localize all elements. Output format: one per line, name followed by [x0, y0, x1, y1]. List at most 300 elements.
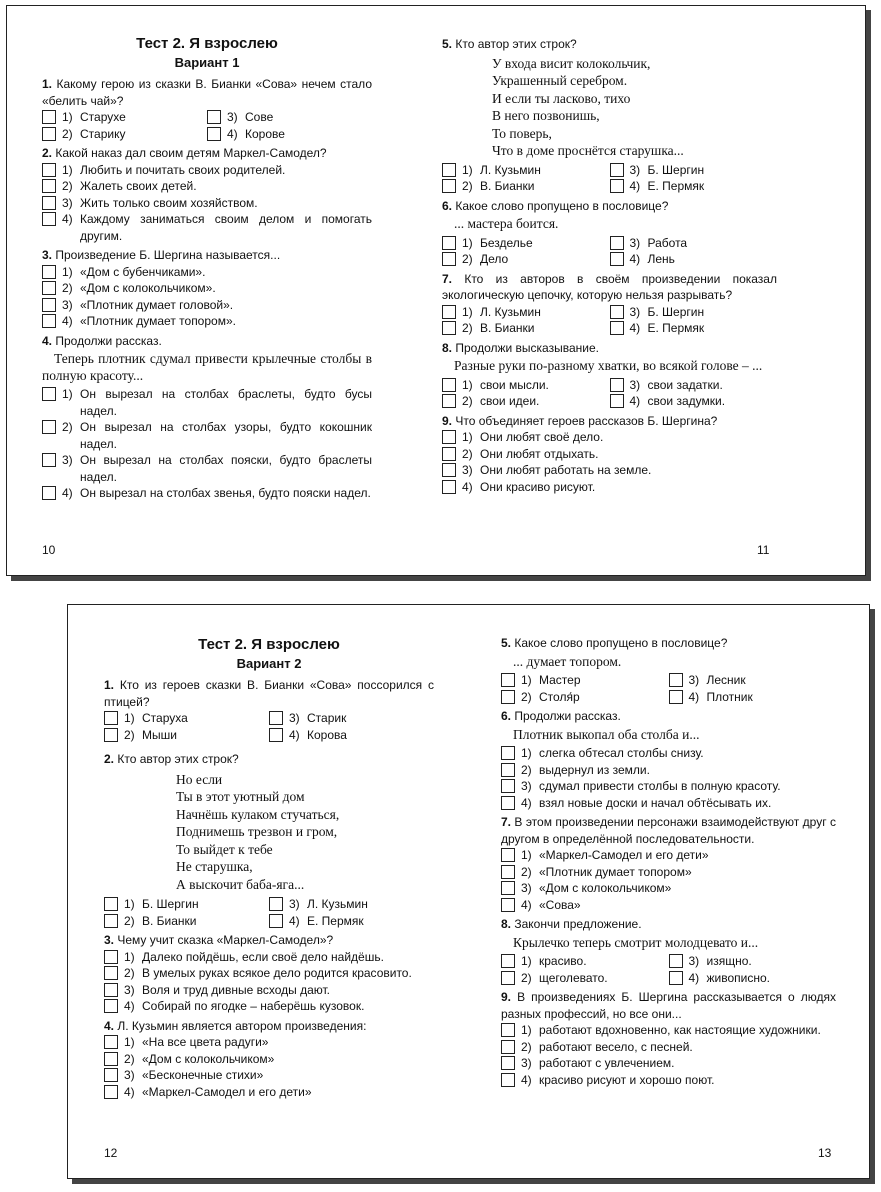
- option-number: 1): [521, 746, 532, 760]
- option-number: 3): [629, 377, 641, 392]
- question-text: Кто из авторов в своём произведении показал экологическую цепочку, которую нельзя разрывать?: [442, 271, 777, 302]
- answer-checkbox[interactable]: [269, 914, 283, 928]
- option-text: Лесник: [706, 673, 746, 687]
- answer-checkbox[interactable]: [42, 281, 56, 295]
- answer-option[interactable]: [501, 953, 669, 970]
- option-number: 3): [521, 881, 532, 895]
- option-number: 2): [462, 446, 473, 461]
- option-number: 1): [462, 162, 473, 177]
- answer-checkbox[interactable]: [501, 673, 515, 687]
- answer-checkbox[interactable]: [104, 950, 118, 964]
- option-number: 3): [629, 304, 641, 319]
- answer-option[interactable]: [104, 1051, 434, 1068]
- option-number: 3): [62, 453, 73, 467]
- answer-option[interactable]: [669, 689, 837, 706]
- answer-checkbox[interactable]: [42, 420, 56, 434]
- answer-option[interactable]: [442, 320, 610, 337]
- test-title: Тест 2. Я взрослею: [136, 35, 278, 52]
- answer-option[interactable]: [104, 896, 269, 913]
- answer-checkbox[interactable]: [669, 690, 683, 704]
- option-number: 1): [124, 897, 135, 911]
- option-text: свои задумки.: [647, 394, 726, 408]
- poem-line: Ты в этот уютный дом: [176, 789, 305, 804]
- page-10: [42, 34, 372, 502]
- answer-option[interactable]: [610, 320, 778, 337]
- answer-checkbox[interactable]: [104, 966, 118, 980]
- option-number: 4): [289, 913, 300, 928]
- spread-pages-12-13: [67, 604, 870, 1179]
- option-number: 2): [124, 913, 135, 928]
- question-2: [42, 145, 372, 244]
- answer-option[interactable]: [42, 178, 372, 195]
- option-number: 4): [521, 897, 532, 912]
- answer-checkbox[interactable]: [501, 898, 515, 912]
- option-number: 4): [62, 212, 73, 226]
- answer-checkbox[interactable]: [501, 1040, 515, 1054]
- option-number: 3): [629, 162, 641, 177]
- answer-option[interactable]: [104, 982, 434, 999]
- question-text: Продолжи рассказ.: [55, 333, 162, 348]
- answer-checkbox[interactable]: [501, 796, 515, 810]
- option-text: свои задатки.: [647, 377, 723, 392]
- option-number: 3): [62, 297, 73, 312]
- answer-option[interactable]: [610, 178, 778, 195]
- answer-option[interactable]: [501, 880, 836, 897]
- answer-checkbox[interactable]: [442, 236, 456, 250]
- poem-line: Поднимешь трезвон и гром,: [176, 824, 338, 839]
- poem-line: Не старушка,: [176, 859, 253, 874]
- option-text: Старухе: [80, 110, 126, 124]
- poem-line: То выйдет к тебе: [176, 841, 273, 857]
- answer-option[interactable]: [501, 847, 836, 864]
- answer-option[interactable]: [42, 162, 372, 179]
- answer-checkbox[interactable]: [104, 897, 118, 911]
- question-number: 8.: [442, 340, 453, 355]
- answer-checkbox[interactable]: [104, 1052, 118, 1066]
- option-text: Безделье: [480, 235, 533, 250]
- answer-checkbox[interactable]: [42, 163, 56, 177]
- option-text: работают весело, с песней.: [539, 1039, 693, 1054]
- option-number: 3): [688, 954, 700, 968]
- poem-line: У входа висит колокольчик,: [492, 55, 651, 71]
- answer-option[interactable]: [501, 1055, 836, 1072]
- question-9: [501, 989, 836, 1088]
- answer-checkbox[interactable]: [610, 378, 624, 392]
- answer-checkbox[interactable]: [104, 983, 118, 997]
- option-number: 3): [227, 110, 238, 124]
- answer-option[interactable]: [501, 795, 836, 812]
- answer-option[interactable]: [442, 162, 610, 179]
- answer-option[interactable]: [104, 998, 434, 1015]
- option-number: 1): [521, 1023, 532, 1037]
- answer-checkbox[interactable]: [501, 1073, 515, 1087]
- answer-checkbox[interactable]: [269, 728, 283, 742]
- answer-checkbox[interactable]: [501, 881, 515, 895]
- answer-option[interactable]: [610, 304, 778, 321]
- poem: [176, 771, 434, 894]
- poem-line: То поверь,: [492, 125, 552, 141]
- option-number: 4): [521, 1072, 532, 1087]
- question-text: Кто автор этих строк?: [117, 752, 239, 766]
- option-text: Жить только своим хозяйством.: [80, 195, 258, 210]
- answer-option[interactable]: [669, 953, 837, 970]
- question-text: Продолжи рассказ.: [514, 709, 621, 723]
- option-number: 1): [521, 673, 532, 687]
- question-text: В произведениях Б. Шергина рассказывается о людях разных профессий, но все они...: [501, 990, 837, 1021]
- option-number: 3): [124, 1068, 135, 1082]
- question-text: Какое слово пропущено в пословице?: [455, 198, 669, 213]
- answer-checkbox[interactable]: [669, 673, 683, 687]
- answer-option[interactable]: [501, 1072, 836, 1089]
- answer-checkbox[interactable]: [442, 252, 456, 266]
- question-text: Кто из героев сказки В. Бианки «Сова» поссорился с птицей?: [104, 678, 434, 709]
- question-number: 6.: [442, 198, 453, 213]
- answer-option[interactable]: [669, 672, 837, 689]
- option-number: 2): [521, 762, 532, 777]
- option-text: «Дом с колокольчиком».: [80, 281, 216, 295]
- answer-option[interactable]: [501, 745, 836, 762]
- option-text: «На все цвета радуги»: [142, 1035, 269, 1049]
- answer-option[interactable]: [42, 126, 207, 143]
- answer-checkbox[interactable]: [42, 265, 56, 279]
- answer-option[interactable]: [501, 864, 836, 881]
- page-12: [104, 635, 434, 1100]
- option-text: Мыши: [142, 727, 177, 742]
- answer-option[interactable]: [442, 304, 610, 321]
- option-number: 4): [629, 179, 641, 193]
- option-text: Плотник: [706, 689, 753, 704]
- option-text: Лень: [647, 252, 675, 266]
- answer-option[interactable]: [501, 1022, 836, 1039]
- option-text: Е. Пермяк: [647, 179, 705, 193]
- answer-option[interactable]: [501, 689, 669, 706]
- question-text: Какой наказ дал своим детям Маркел-Самодел?: [55, 146, 327, 160]
- answer-option[interactable]: [501, 970, 669, 987]
- answer-checkbox[interactable]: [42, 453, 56, 467]
- option-number: 1): [62, 387, 73, 401]
- option-number: 4): [688, 970, 700, 985]
- page-number: 10: [42, 543, 56, 557]
- answer-option[interactable]: [42, 419, 372, 452]
- answer-option[interactable]: [442, 235, 610, 252]
- question-4: [42, 333, 372, 502]
- question-3: [104, 932, 434, 1015]
- answer-checkbox[interactable]: [42, 196, 56, 210]
- question-7: [501, 814, 836, 913]
- option-number: 3): [289, 897, 300, 911]
- answer-option[interactable]: [669, 970, 837, 987]
- option-text: «Сова»: [539, 897, 581, 912]
- answer-option[interactable]: [207, 126, 372, 143]
- answer-option[interactable]: [104, 965, 434, 982]
- answer-option[interactable]: [610, 393, 778, 410]
- option-text: Старик: [307, 711, 347, 725]
- answer-checkbox[interactable]: [207, 110, 221, 124]
- option-number: 1): [62, 264, 73, 279]
- answer-checkbox[interactable]: [207, 127, 221, 141]
- answer-checkbox[interactable]: [610, 321, 624, 335]
- answer-option[interactable]: [442, 479, 777, 496]
- answer-checkbox[interactable]: [442, 305, 456, 319]
- option-text: свои идеи.: [480, 394, 540, 408]
- answer-checkbox[interactable]: [669, 954, 683, 968]
- answer-checkbox[interactable]: [442, 480, 456, 494]
- option-text: изящно.: [706, 954, 752, 968]
- option-number: 4): [521, 795, 532, 810]
- question-number: 4.: [104, 1018, 115, 1033]
- answer-option[interactable]: [610, 251, 778, 268]
- option-number: 2): [462, 252, 473, 266]
- option-number: 1): [124, 711, 135, 725]
- answer-options-grid: [442, 377, 777, 410]
- answer-option[interactable]: [610, 377, 778, 394]
- answer-checkbox[interactable]: [104, 711, 118, 725]
- answer-checkbox[interactable]: [442, 378, 456, 392]
- answer-option[interactable]: [501, 762, 836, 779]
- story-excerpt: Плотник выкопал оба столба и...: [513, 726, 700, 742]
- answer-checkbox[interactable]: [501, 865, 515, 879]
- answer-option[interactable]: [42, 386, 372, 419]
- option-number: 4): [289, 727, 300, 742]
- answer-option[interactable]: [610, 162, 778, 179]
- option-number: 2): [521, 970, 532, 985]
- question-number: 7.: [501, 815, 512, 829]
- option-text: Столя́р: [539, 689, 580, 704]
- answer-checkbox[interactable]: [42, 179, 56, 193]
- option-text: Дело: [480, 252, 509, 266]
- option-text: «Маркел-Самодел и его дети»: [142, 1084, 312, 1099]
- question-number: 9.: [442, 413, 453, 428]
- answer-checkbox[interactable]: [442, 321, 456, 335]
- option-number: 4): [629, 321, 641, 335]
- answer-option[interactable]: [42, 264, 372, 281]
- answer-checkbox[interactable]: [501, 848, 515, 862]
- sentence-start: Крылечко теперь смотрит молодцевато и...: [513, 934, 759, 950]
- answer-checkbox[interactable]: [501, 1023, 515, 1037]
- answer-checkbox[interactable]: [501, 971, 515, 985]
- option-text: «Дом с колокольчиком»: [539, 881, 672, 895]
- answer-option[interactable]: [104, 913, 269, 930]
- option-text: «Дом с колокольчиком»: [142, 1051, 275, 1066]
- answer-checkbox[interactable]: [42, 212, 56, 226]
- answer-checkbox[interactable]: [610, 236, 624, 250]
- answer-option[interactable]: [104, 1034, 434, 1051]
- answer-checkbox[interactable]: [442, 179, 456, 193]
- answer-option[interactable]: [104, 949, 434, 966]
- answer-checkbox[interactable]: [501, 763, 515, 777]
- answer-option[interactable]: [269, 896, 434, 913]
- answer-option[interactable]: [104, 1084, 434, 1101]
- option-text: Они красиво рисуют.: [480, 479, 596, 494]
- story-excerpt: Теперь плотник сдумал привести крылечные столбы в полную красоту...: [42, 351, 372, 383]
- question-number: 9.: [501, 990, 512, 1004]
- question-text: Какому герою из сказки В. Бианки «Сова» нечем стало «белить чай»?: [42, 77, 372, 108]
- answer-option[interactable]: [42, 195, 372, 212]
- answer-option[interactable]: [207, 109, 372, 126]
- answer-checkbox[interactable]: [501, 746, 515, 760]
- option-number: 3): [62, 195, 73, 210]
- answer-option[interactable]: [501, 1039, 836, 1056]
- answer-checkbox[interactable]: [269, 711, 283, 725]
- option-number: 4): [462, 479, 473, 494]
- option-number: 2): [462, 179, 473, 193]
- answer-options-grid: [104, 896, 434, 929]
- answer-checkbox[interactable]: [42, 298, 56, 312]
- question-number: 3.: [42, 248, 53, 262]
- option-number: 1): [521, 848, 532, 862]
- answer-checkbox[interactable]: [442, 163, 456, 177]
- option-text: Он вырезал на столбах браслеты, будто бусы надел.: [80, 387, 372, 418]
- option-number: 4): [629, 252, 641, 266]
- answer-checkbox[interactable]: [501, 954, 515, 968]
- option-number: 1): [462, 430, 473, 444]
- answer-option[interactable]: [269, 710, 434, 727]
- answer-checkbox[interactable]: [42, 387, 56, 401]
- answer-option[interactable]: [442, 393, 610, 410]
- option-text: сдумал привести столбы в полную красоту.: [539, 779, 781, 793]
- question-text: Л. Кузьмин является автором произведения:: [117, 1018, 367, 1033]
- question-text: Произведение Б. Шергина называется...: [55, 248, 281, 262]
- question-6: [501, 708, 836, 811]
- answer-checkbox[interactable]: [104, 1085, 118, 1099]
- option-text: Е. Пермяк: [307, 913, 364, 928]
- answer-checkbox[interactable]: [104, 914, 118, 928]
- answer-checkbox[interactable]: [42, 110, 56, 124]
- option-number: 2): [521, 689, 532, 704]
- answer-option[interactable]: [501, 897, 836, 914]
- answer-checkbox[interactable]: [104, 999, 118, 1013]
- answer-option[interactable]: [269, 727, 434, 744]
- option-text: Л. Кузьмин: [307, 897, 368, 911]
- answer-option[interactable]: [501, 672, 669, 689]
- answer-option[interactable]: [442, 429, 777, 446]
- question-number: 8.: [501, 917, 512, 931]
- option-number: 2): [62, 126, 73, 141]
- poem-line: Начнёшь кулаком стучаться,: [176, 806, 340, 822]
- option-text: красиво рисуют и хорошо поют.: [539, 1072, 715, 1087]
- option-number: 2): [62, 420, 73, 434]
- option-number: 2): [462, 321, 473, 335]
- page-number: 12: [104, 1146, 118, 1160]
- option-number: 1): [124, 949, 135, 964]
- option-text: взял новые доски и начал обтёсывать их.: [539, 795, 772, 810]
- question-3: [42, 247, 372, 330]
- question-number: 5.: [501, 636, 512, 650]
- answer-options-grid: [442, 162, 777, 195]
- answer-checkbox[interactable]: [610, 179, 624, 193]
- option-text: Л. Кузьмин: [480, 304, 541, 319]
- question-9: [442, 413, 777, 496]
- option-number: 1): [462, 235, 473, 250]
- option-text: работают вдохновенно, как настоящие художники.: [539, 1023, 821, 1037]
- answer-checkbox[interactable]: [610, 394, 624, 408]
- answer-checkbox[interactable]: [501, 1056, 515, 1070]
- answer-option[interactable]: [42, 485, 372, 502]
- question-number: 3.: [104, 933, 115, 947]
- answer-checkbox[interactable]: [42, 486, 56, 500]
- answer-option[interactable]: [442, 462, 777, 479]
- answer-options-grid: [104, 710, 434, 743]
- question-number: 4.: [42, 333, 53, 348]
- answer-checkbox[interactable]: [42, 127, 56, 141]
- answer-checkbox[interactable]: [104, 1068, 118, 1082]
- option-number: 2): [462, 394, 473, 408]
- poem: [492, 55, 777, 160]
- option-text: Старуха: [142, 711, 188, 725]
- question-4: [104, 1018, 434, 1101]
- option-text: «Плотник думает топором»: [539, 864, 692, 879]
- poem-line: В него позвонишь,: [492, 108, 600, 123]
- option-text: Они любят своё дело.: [480, 430, 604, 444]
- answer-checkbox[interactable]: [442, 447, 456, 461]
- answer-checkbox[interactable]: [442, 394, 456, 408]
- answer-option[interactable]: [104, 1067, 434, 1084]
- answer-option[interactable]: [104, 727, 269, 744]
- option-number: 3): [688, 673, 700, 687]
- answer-option[interactable]: [501, 778, 836, 795]
- answer-checkbox[interactable]: [269, 897, 283, 911]
- answer-option[interactable]: [42, 280, 372, 297]
- answer-option[interactable]: [442, 377, 610, 394]
- answer-option[interactable]: [42, 297, 372, 314]
- answer-option[interactable]: [442, 178, 610, 195]
- answer-checkbox[interactable]: [104, 1035, 118, 1049]
- answer-option[interactable]: [42, 452, 372, 485]
- answer-option[interactable]: [42, 109, 207, 126]
- answer-checkbox[interactable]: [104, 728, 118, 742]
- option-text: «Маркел-Самодел и его дети»: [539, 848, 709, 862]
- answer-option[interactable]: [610, 235, 778, 252]
- answer-checkbox[interactable]: [669, 971, 683, 985]
- question-number: 6.: [501, 709, 512, 723]
- option-text: Воля и труд дивные всходы дают.: [142, 982, 330, 997]
- answer-option[interactable]: [442, 251, 610, 268]
- option-number: 2): [62, 281, 73, 295]
- answer-checkbox[interactable]: [610, 252, 624, 266]
- page-11: [442, 36, 777, 495]
- option-number: 3): [521, 779, 532, 793]
- option-number: 2): [124, 1051, 135, 1066]
- answer-option[interactable]: [42, 313, 372, 330]
- option-text: Любить и почитать своих родителей.: [80, 162, 286, 177]
- answer-checkbox[interactable]: [442, 430, 456, 444]
- option-number: 2): [62, 179, 73, 193]
- option-text: Старику: [80, 126, 126, 141]
- answer-checkbox[interactable]: [610, 163, 624, 177]
- option-text: Он вырезал на столбах узоры, будто кокошник надел.: [80, 420, 372, 451]
- answer-checkbox[interactable]: [501, 779, 515, 793]
- option-text: Он вырезал на столбах звенья, будто пояски надел.: [80, 486, 371, 500]
- answer-checkbox[interactable]: [610, 305, 624, 319]
- option-text: Собирай по ягодке – наберёшь кузовок.: [142, 999, 365, 1013]
- answer-option[interactable]: [104, 710, 269, 727]
- answer-checkbox[interactable]: [442, 463, 456, 477]
- answer-option[interactable]: [269, 913, 434, 930]
- answer-option[interactable]: [42, 211, 372, 244]
- answer-checkbox[interactable]: [42, 314, 56, 328]
- option-text: «Плотник думает головой».: [80, 297, 234, 312]
- question-number: 7.: [442, 271, 453, 286]
- option-text: Корове: [245, 126, 285, 141]
- option-text: «Плотник думает топором».: [80, 314, 236, 328]
- answer-option[interactable]: [442, 446, 777, 463]
- answer-options-grid: [442, 304, 777, 337]
- saying: Разные руки по-разному хватки, во всякой голове – ...: [454, 358, 763, 373]
- option-number: 2): [521, 1039, 532, 1054]
- option-text: Б. Шергин: [647, 304, 705, 319]
- answer-checkbox[interactable]: [501, 690, 515, 704]
- option-text: В. Бианки: [480, 179, 535, 193]
